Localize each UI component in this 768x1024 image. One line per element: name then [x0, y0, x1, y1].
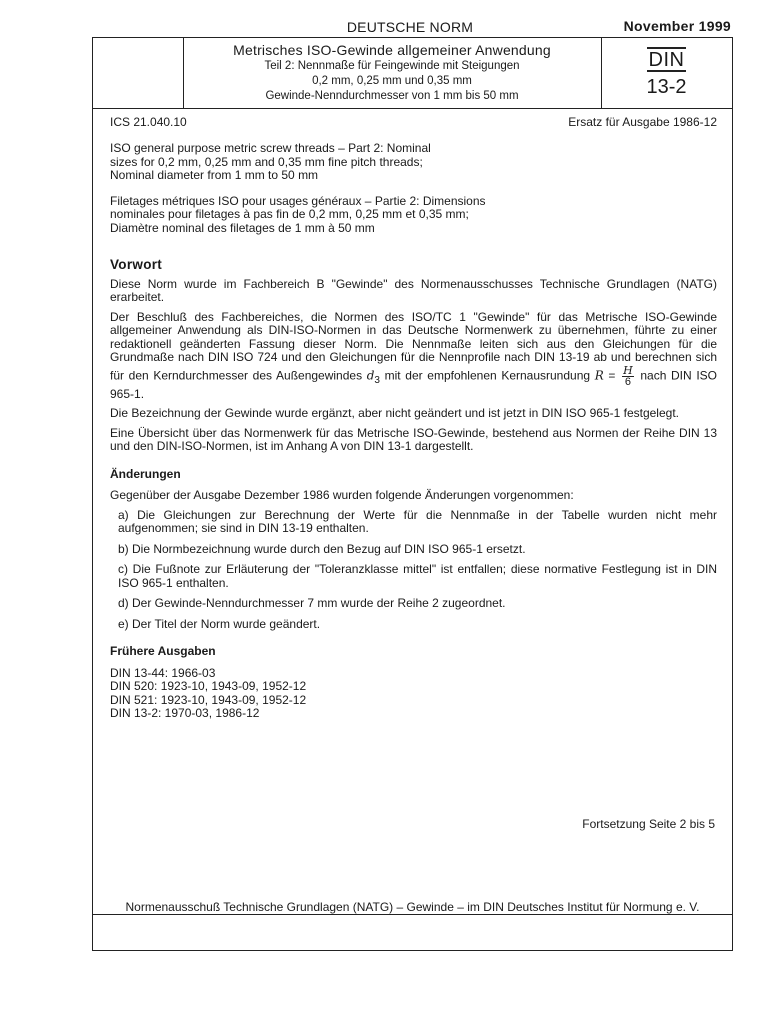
previous-edition: DIN 13-44: 1966-03	[110, 665, 216, 680]
document-body	[110, 108, 717, 721]
change-item: a) Die Gleichungen zur Berechnung der Werte für die Nennmaße in der Tabelle wurden nicht mehr aufgenommen; sie sind in DIN 13-19 enthalten.	[118, 507, 717, 535]
symbol-d: d	[366, 368, 375, 383]
din-logo: DIN	[648, 49, 685, 71]
english-title-line: sizes for 0,2 mm, 0,25 mm and 0,35 mm fine pitch threads;	[110, 154, 423, 169]
title-block-title-cell	[183, 38, 602, 108]
change-item: b) Die Normbezeichnung wurde durch den Bezug auf DIN ISO 965-1 ersetzt.	[118, 541, 526, 556]
standard-subtitle-2: 0,2 mm, 0,25 mm und 0,35 mm	[312, 75, 472, 87]
change-item: c) Die Fußnote zur Erläuterung der "Toleranzklasse mittel" ist entfallen; diese normative Festlegung ist in DIN ISO 965-1 enthalten.	[118, 562, 717, 590]
section-heading-fruehere-ausgaben: Frühere Ausgaben	[110, 644, 216, 658]
equals-sign: =	[608, 368, 616, 383]
document-frame	[92, 37, 733, 951]
vorwort-paragraph: Die Bezeichnung der Gewinde wurde ergänzt, aber nicht geändert und ist jetzt in DIN ISO 965-1 festgelegt.	[110, 406, 679, 420]
title-block-din-cell	[601, 38, 732, 108]
vorwort-paragraph: Eine Übersicht über das Normenwerk für das Metrische ISO-Gewinde, bestehend aus Normen der Reihe DIN 13 und den DIN-ISO-Normen, ist im Anhang A von DIN 13-1 dargestellt.	[110, 425, 717, 453]
change-item: d) Der Gewinde-Nenndurchmesser 7 mm wurde der Reihe 2 zugeordnet.	[118, 596, 506, 610]
change-item: e) Der Titel der Norm wurde geändert.	[118, 616, 321, 631]
section-heading-vorwort: Vorwort	[110, 257, 163, 272]
replaces-edition: Ersatz für Ausgabe 1986-12	[568, 115, 717, 129]
symbol-r: R	[594, 368, 604, 383]
title-block	[93, 38, 732, 109]
paragraph-text: Der Beschluß des Fachbereiches, die Normen des ISO/TC 1 "Gewinde" für das Metrische ISO-Gewinde allgemeiner Anwendung als DIN-ISO-Normen in das Deutsche Normenwerk zu übernehmen, führte zu einer redaktionell geänderten Fassung dieser Norm. Die Nennmaße leiten sich aus den Gleichungen für die Grundmaße nach DIN ISO 724 und den Gleichungen für die Nennprofile nach DIN 13-19 ab und berechnen sich für den Kerndurchmesser des Außengewindes	[110, 309, 717, 383]
footer-divider	[93, 914, 732, 915]
paragraph-text: nach DIN ISO 965-1.	[110, 368, 718, 401]
previous-edition: DIN 13-2: 1970-03, 1986-12	[110, 706, 260, 720]
ics-code: ICS 21.040.10	[110, 115, 187, 129]
vorwort-paragraph-formula	[110, 311, 717, 402]
french-title	[110, 195, 717, 236]
classification-row	[110, 116, 717, 130]
french-title-line: Diamètre nominal des filetages de 1 mm à 50 mm	[110, 220, 375, 235]
previous-editions-list	[110, 667, 717, 721]
paragraph-text: mit der empfohlenen Kernausrundung	[384, 368, 591, 383]
section-heading-aenderungen: Änderungen	[110, 466, 181, 481]
fraction-h-over-6	[622, 365, 634, 388]
french-title-line: nominales pour filetages à pas fin de 0,2 mm, 0,25 mm et 0,35 mm;	[110, 207, 469, 221]
fraction-numerator: H	[623, 363, 633, 377]
english-title	[110, 142, 717, 183]
title-block-left-cell	[93, 38, 184, 108]
english-title-line: Nominal diameter from 1 mm to 50 mm	[110, 168, 319, 182]
previous-edition: DIN 520: 1923-10, 1943-09, 1952-12	[110, 679, 307, 693]
symbol-d-subscript: 3	[374, 374, 380, 386]
document-type: DEUTSCHE NORM	[346, 19, 474, 35]
standard-title: Metrisches ISO-Gewinde allgemeiner Anwendung	[233, 42, 551, 58]
issue-date: November 1999	[623, 18, 731, 34]
continuation-note: Fortsetzung Seite 2 bis 5	[582, 817, 715, 831]
committee-footer: Normenausschuß Technische Grundlagen (NATG) – Gewinde – im DIN Deutsches Institut für Normung e. V.	[125, 900, 700, 914]
previous-edition: DIN 521: 1923-10, 1943-09, 1952-12	[110, 692, 307, 707]
standard-subtitle-3: Gewinde-Nenndurchmesser von 1 mm bis 50 mm	[265, 90, 519, 102]
standard-subtitle-1: Teil 2: Nennmaße für Feingewinde mit Steigungen	[264, 60, 520, 72]
french-title-line: Filetages métriques ISO pour usages généraux – Partie 2: Dimensions	[110, 193, 486, 208]
english-title-line: ISO general purpose metric screw threads – Part 2: Nominal	[110, 141, 431, 155]
standard-number: 13-2	[646, 76, 687, 98]
aenderungen-intro: Gegenüber der Ausgabe Dezember 1986 wurden folgende Änderungen vorgenommen:	[110, 488, 574, 502]
fraction-denominator: 6	[624, 375, 631, 388]
vorwort-paragraph: Diese Norm wurde im Fachbereich B "Gewinde" des Normenausschusses Technische Grundlagen (NATG) erarbeitet.	[110, 276, 717, 304]
